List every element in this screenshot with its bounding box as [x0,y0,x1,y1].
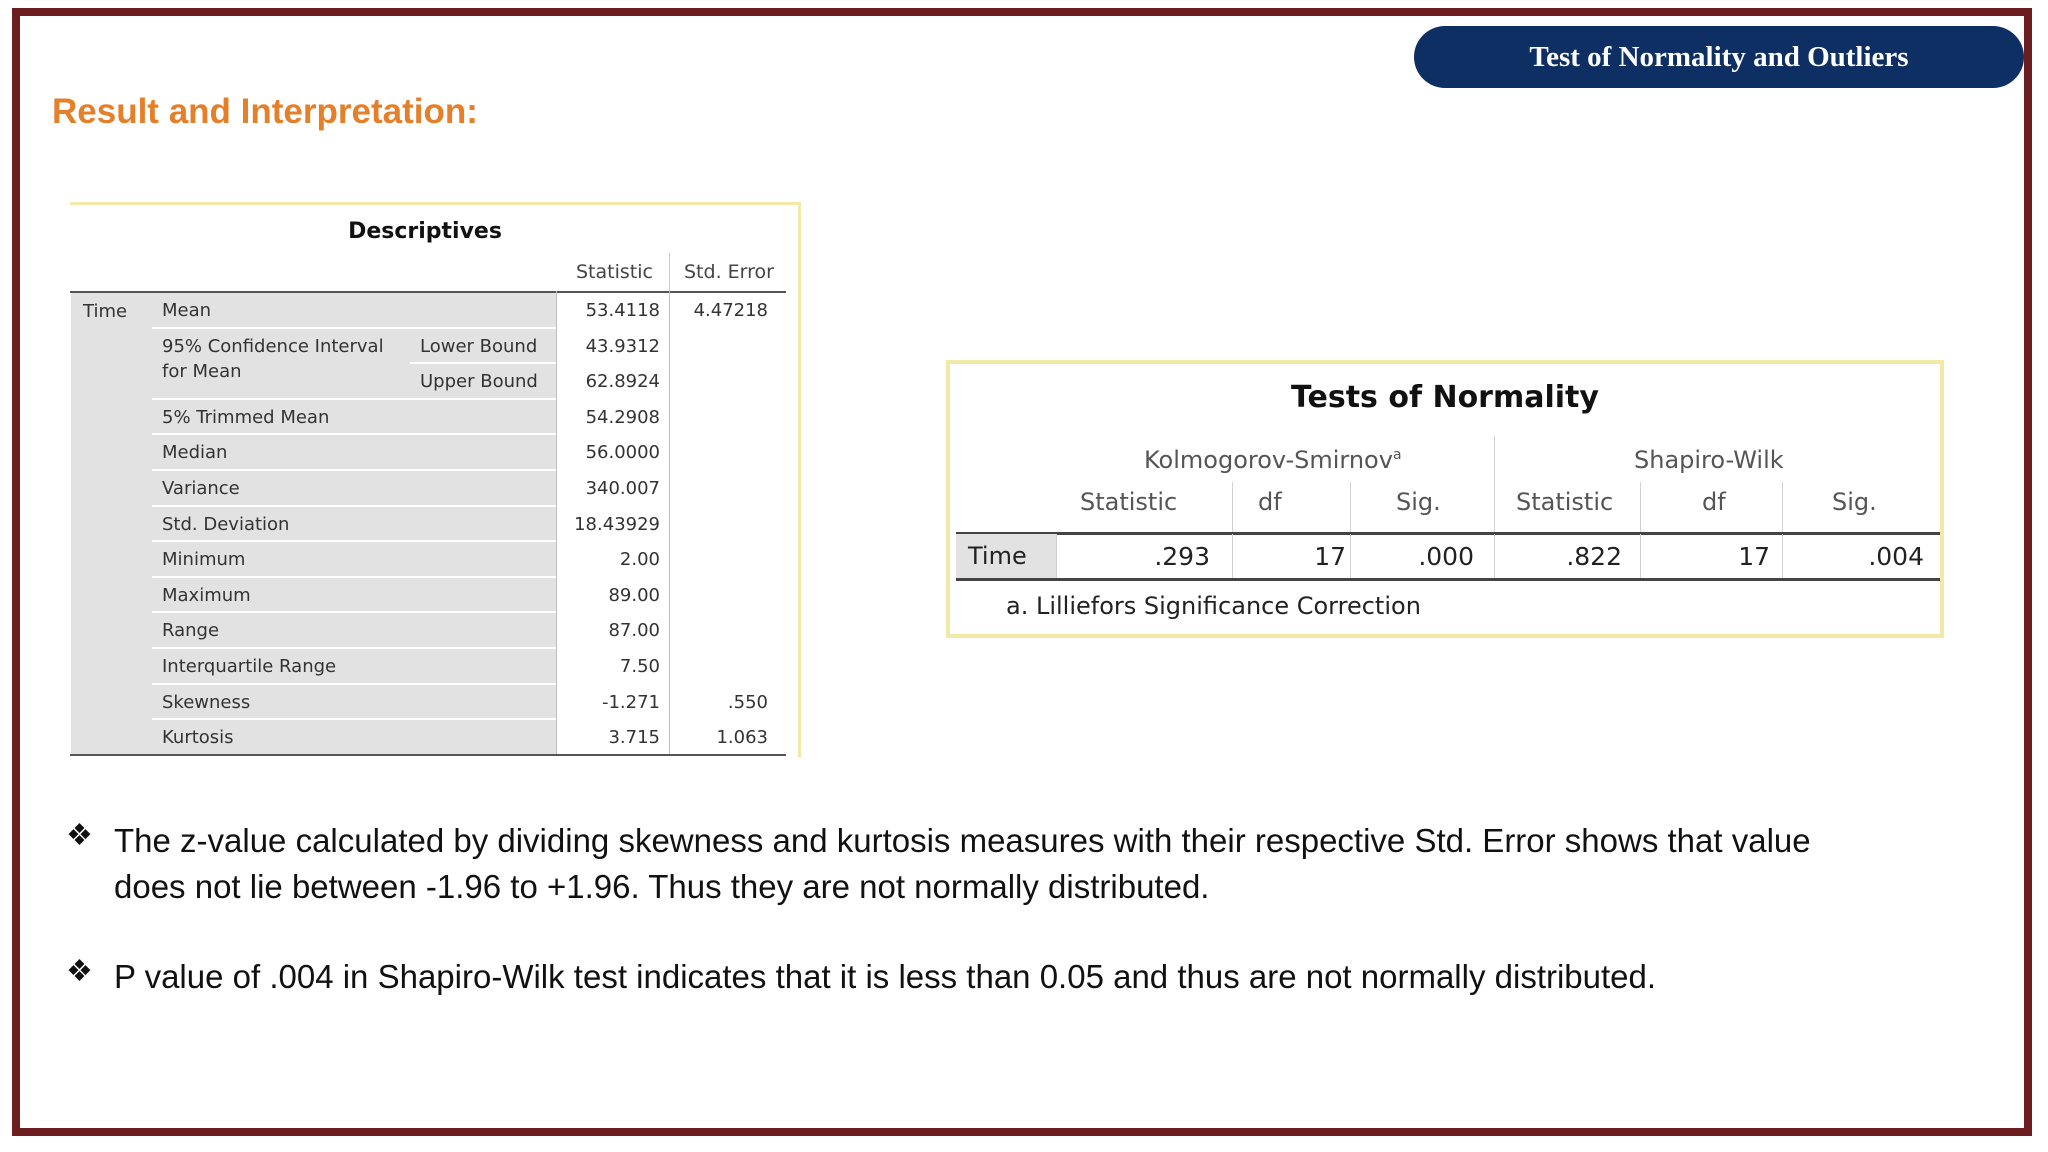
table-row [70,613,786,649]
table-row [70,685,786,721]
statistic-value: 87.00 [608,620,660,642]
col-divider [1350,534,1351,578]
col-divider [1350,482,1351,534]
sw-sig-value: .004 [1868,542,1924,571]
table-row [70,293,786,329]
col-divider [1232,482,1233,534]
statistic-value: 53.4118 [585,300,660,321]
row-sublabel: Lower Bound [420,335,538,357]
ks-df-value: 17 [1314,542,1346,571]
row-label: 5% Trimmed Mean [162,406,330,428]
sw-col-sig: Sig. [1832,488,1877,516]
bullet-text [114,818,1994,910]
ks-header [1144,446,1402,474]
sw-header: Shapiro-Wilk [1634,446,1784,474]
column-divider [669,291,670,755]
ks-footnote-marker: a [1392,447,1402,463]
ks-header-label: Kolmogorov-Smirnov [1144,446,1393,474]
normality-title: Tests of Normality [1291,380,1599,415]
sw-df-value: 17 [1738,542,1770,571]
row-label: Std. Deviation [162,513,290,535]
row-label: Skewness [162,691,251,713]
statistic-value: -1.271 [601,691,660,713]
normality-top-rule [956,532,1940,535]
statistic-value: 340.007 [585,478,660,499]
table-row [70,720,786,756]
header-divider [669,253,670,291]
statistic-value: 7.50 [619,656,660,677]
table-row [70,542,786,578]
statistic-value: 2.00 [619,549,660,571]
statistic-value: 89.00 [608,584,660,606]
ks-col-df: df [1258,488,1282,516]
std-error-value: .550 [727,691,768,713]
descriptives-title: Descriptives [348,219,502,244]
row-label: Minimum [162,549,246,571]
row-label: 95% Confidence Interval [162,335,384,357]
std-error-value: 1.063 [716,727,768,749]
table-row [70,361,786,400]
col-header-statistic: Statistic [576,261,653,283]
ks-col-statistic: Statistic [1080,488,1178,516]
table-row [70,578,786,614]
col-divider [1782,534,1783,578]
row-label: Kurtosis [162,727,234,749]
statistic-value: 56.0000 [585,442,660,464]
group-divider [1494,436,1495,534]
slide-topic-badge: Test of Normality and Outliers [1414,26,2024,88]
table-row [70,400,786,436]
sw-statistic-value: .822 [1566,542,1622,571]
row-label: Variance [162,478,240,499]
col-divider [1782,482,1783,534]
descriptives-table [70,202,801,757]
table-row [70,507,786,543]
bullet-marker-icon: ❖ [66,955,93,988]
column-divider [556,291,557,755]
std-error-value: 4.47218 [693,300,768,321]
col-divider [1494,534,1495,578]
variable-label: Time [83,301,128,322]
ks-col-sig: Sig. [1396,488,1441,516]
sw-col-statistic: Statistic [1516,488,1614,516]
row-label: Range [162,620,220,642]
table-row [70,435,786,471]
normality-row-label: Time [968,542,1027,570]
sw-col-df: df [1702,488,1726,516]
statistic-value: 43.9312 [585,335,660,357]
col-header-std-error: Std. Error [684,261,774,283]
row-sublabel: Upper Bound [420,371,538,393]
statistic-value: 3.715 [608,727,660,749]
statistic-value: 18.43929 [574,513,660,535]
col-divider [1640,482,1641,534]
statistic-value: 54.2908 [585,406,660,428]
table-row [70,471,786,507]
col-divider [1056,534,1057,578]
table-row [70,649,786,685]
statistic-value: 62.8924 [585,371,660,393]
bullet-text-line: does not lie between -1.96 to +1.96. Thus they are not normally distributed. [114,868,1210,905]
normality-table [946,360,1944,638]
bullet-marker-icon: ❖ [66,819,93,852]
normality-footnote: a. Lilliefors Significance Correction [1006,592,1421,620]
table-bottom-rule [70,754,786,756]
row-label: Median [162,442,228,464]
ks-statistic-value: .293 [1154,542,1210,571]
normality-bottom-rule [956,578,1940,581]
section-heading: Result and Interpretation: [52,92,478,131]
bullet-text: P value of .004 in Shapiro-Wilk test indicates that it is less than 0.05 and thus are not normally distributed. [114,958,1657,995]
row-label: Maximum [162,584,251,606]
row-label: Mean [162,300,212,321]
col-divider [1640,534,1641,578]
row-label: Interquartile Range [162,656,337,677]
col-divider [1232,534,1233,578]
ks-sig-value: .000 [1418,542,1474,571]
bullet-text-line: The z-value calculated by dividing skewness and kurtosis measures with their respective Std. Error shows that value [114,822,1811,859]
row-label: for Mean [162,361,242,383]
table-row [70,329,786,365]
